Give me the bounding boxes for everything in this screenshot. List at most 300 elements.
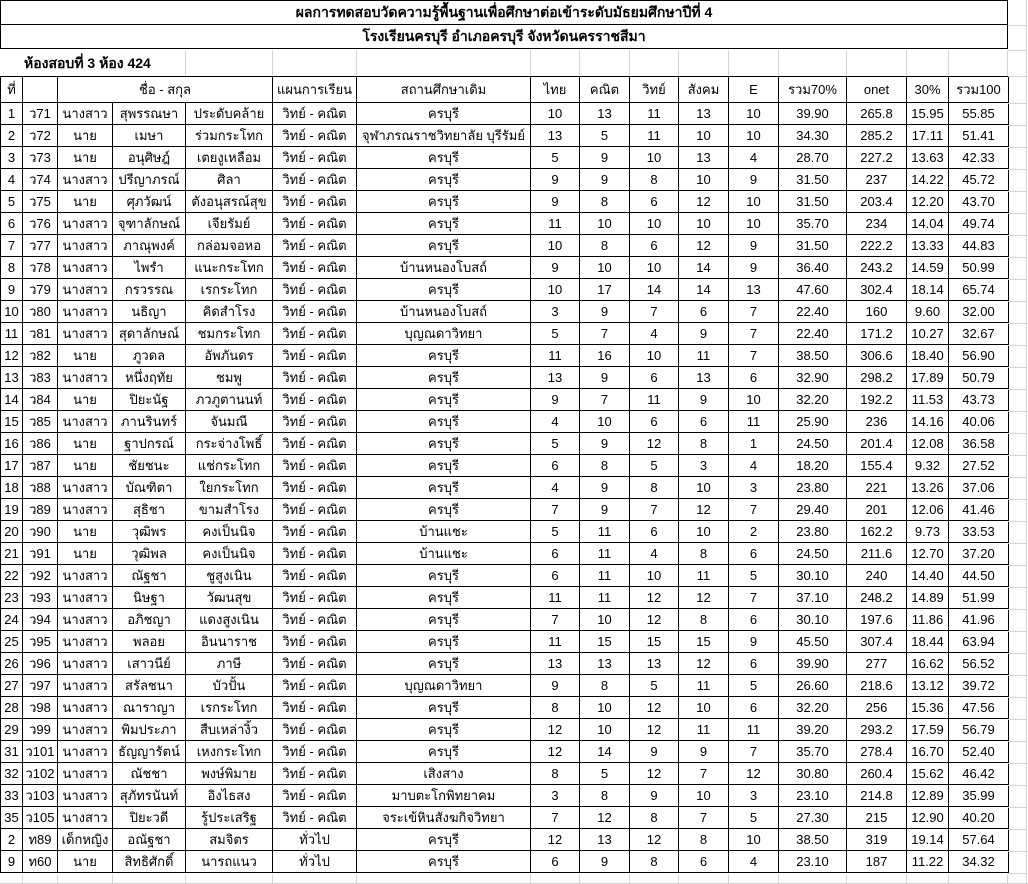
cell-social: 9 [679, 741, 729, 763]
cell-code: ว99 [23, 719, 58, 741]
cell-english: 10 [729, 829, 779, 851]
cell-total100: 46.42 [949, 763, 1009, 785]
cell-total100: 32.00 [949, 301, 1009, 323]
gridline [1008, 521, 1027, 522]
cell-english: 1 [729, 433, 779, 455]
gridline [1008, 367, 1027, 368]
cell-no: 26 [1, 653, 23, 675]
header-cell-30%: 30% [907, 77, 949, 103]
cell-english: 9 [729, 257, 779, 279]
cell-science: 5 [630, 675, 679, 697]
table-row [1, 257, 1009, 279]
gridline [1008, 829, 1027, 830]
cell-last_name: คิดสำโรง [186, 301, 273, 323]
table-row [1, 389, 1009, 411]
cell-math: 9 [580, 301, 630, 323]
cell-pct30: 18.14 [907, 279, 949, 301]
cell-english: 10 [729, 103, 779, 125]
cell-first_name: หนึ่งฤทัย [113, 367, 186, 389]
cell-science: 10 [630, 213, 679, 235]
cell-prefix: นางสาว [58, 609, 113, 631]
cell-last_name: คงเป็นนิจ [186, 521, 273, 543]
cell-total100: 44.83 [949, 235, 1009, 257]
cell-onet: 302.4 [847, 279, 907, 301]
report-title: ผลการทดสอบวัดความรู้พื้นฐานเพื่อศึกษาต่อเข้าระดับมัธยมศึกษาปีที่ 4 [0, 0, 1008, 25]
cell-total100: 52.40 [949, 741, 1009, 763]
gridline [1008, 653, 1027, 654]
cell-math: 9 [580, 147, 630, 169]
cell-first_name: ไพรำ [113, 257, 186, 279]
cell-social: 13 [679, 103, 729, 125]
cell-no: 13 [1, 367, 23, 389]
cell-plan: วิทย์ - คณิต [273, 213, 357, 235]
gridline [728, 874, 729, 883]
cell-english: 7 [729, 323, 779, 345]
cell-code: ว72 [23, 125, 58, 147]
cell-last_name: แดงสูงเนิน [186, 609, 273, 631]
cell-plan: วิทย์ - คณิต [273, 235, 357, 257]
cell-science: 6 [630, 367, 679, 389]
cell-last_name: ชมพู [186, 367, 273, 389]
cell-science: 10 [630, 565, 679, 587]
cell-last_name: นารถแนว [186, 851, 273, 873]
gridline [846, 874, 847, 883]
cell-total70: 37.10 [779, 587, 847, 609]
cell-prefix: นางสาว [58, 763, 113, 785]
cell-onet: 222.2 [847, 235, 907, 257]
cell-no: 11 [1, 323, 23, 345]
cell-science: 11 [630, 389, 679, 411]
cell-previous_school: มาบตะโกพิทยาคม [357, 785, 531, 807]
cell-last_name: เหงกระโทก [186, 741, 273, 763]
gridline [1008, 301, 1027, 302]
cell-total70: 23.10 [779, 851, 847, 873]
cell-onet: 155.4 [847, 455, 907, 477]
table-row [1, 499, 1009, 521]
cell-social: 12 [679, 191, 729, 213]
cell-english: 7 [729, 587, 779, 609]
cell-total70: 38.50 [779, 829, 847, 851]
cell-math: 8 [580, 675, 630, 697]
cell-prefix: นาย [58, 521, 113, 543]
cell-previous_school: บ้านหนองโบสถ์ [357, 301, 531, 323]
cell-social: 11 [679, 345, 729, 367]
cell-prefix: นางสาว [58, 411, 113, 433]
cell-onet: 237 [847, 169, 907, 191]
cell-code: ว85 [23, 411, 58, 433]
cell-total70: 29.40 [779, 499, 847, 521]
cell-thai: 12 [531, 741, 580, 763]
cell-no: 23 [1, 587, 23, 609]
cell-pct30: 11.86 [907, 609, 949, 631]
gridline [1008, 565, 1027, 566]
cell-social: 8 [679, 829, 729, 851]
cell-code: ท60 [23, 851, 58, 873]
cell-social: 10 [679, 785, 729, 807]
cell-prefix: นางสาว [58, 653, 113, 675]
cell-total70: 31.50 [779, 169, 847, 191]
cell-social: 12 [679, 235, 729, 257]
cell-thai: 11 [531, 213, 580, 235]
cell-onet: 211.6 [847, 543, 907, 565]
gridline [112, 874, 113, 883]
cell-english: 10 [729, 389, 779, 411]
cell-prefix: นาย [58, 433, 113, 455]
cell-total100: 43.70 [949, 191, 1009, 213]
cell-onet: 298.2 [847, 367, 907, 389]
gridline [185, 874, 186, 883]
cell-first_name: สุภัทรนันท์ [113, 785, 186, 807]
cell-last_name: เจียรัมย์ [186, 213, 273, 235]
cell-prefix: นางสาว [58, 631, 113, 653]
cell-last_name: ชูสูงเนิน [186, 565, 273, 587]
header-cell-วิทย์: วิทย์ [630, 77, 679, 103]
cell-total70: 23.80 [779, 477, 847, 499]
cell-no: 6 [1, 213, 23, 235]
cell-previous_school: ครบุรี [357, 829, 531, 851]
cell-math: 9 [580, 499, 630, 521]
cell-math: 8 [580, 235, 630, 257]
cell-onet: 260.4 [847, 763, 907, 785]
cell-onet: 192.2 [847, 389, 907, 411]
cell-math: 11 [580, 587, 630, 609]
table-row [1, 477, 1009, 499]
cell-onet: 227.2 [847, 147, 907, 169]
cell-plan: วิทย์ - คณิต [273, 785, 357, 807]
table-row [1, 851, 1009, 873]
cell-english: 11 [729, 411, 779, 433]
cell-prefix: นาย [58, 389, 113, 411]
exam-room-label: ห้องสอบที่ 3 ห้อง 424 [24, 55, 151, 71]
cell-previous_school: ครบุรี [357, 279, 531, 301]
gridline [530, 874, 531, 883]
cell-prefix: นางสาว [58, 169, 113, 191]
cell-total100: 37.06 [949, 477, 1009, 499]
cell-thai: 7 [531, 609, 580, 631]
cell-total70: 35.70 [779, 741, 847, 763]
gridline [629, 874, 630, 883]
cell-total100: 42.33 [949, 147, 1009, 169]
cell-social: 12 [679, 587, 729, 609]
cell-english: 2 [729, 521, 779, 543]
bottom-gridline-strip [0, 873, 1028, 884]
cell-no: 9 [1, 279, 23, 301]
cell-prefix: นางสาว [58, 719, 113, 741]
gridline [1008, 763, 1027, 764]
table-row [1, 301, 1009, 323]
cell-plan: วิทย์ - คณิต [273, 367, 357, 389]
table-row [1, 609, 1009, 631]
cell-previous_school: ครบุรี [357, 741, 531, 763]
cell-total70: 35.70 [779, 213, 847, 235]
cell-onet: 218.6 [847, 675, 907, 697]
cell-social: 11 [679, 675, 729, 697]
cell-last_name: แช่กระโทก [186, 455, 273, 477]
cell-total70: 39.90 [779, 103, 847, 125]
cell-code: ว71 [23, 103, 58, 125]
gridline [906, 874, 907, 883]
cell-first_name: ภาณุพงค์ [113, 235, 186, 257]
cell-no: 27 [1, 675, 23, 697]
cell-social: 15 [679, 631, 729, 653]
gridline [1008, 675, 1027, 676]
header-cell-สังคม: สังคม [679, 77, 729, 103]
cell-thai: 11 [531, 345, 580, 367]
gridline [185, 50, 186, 76]
cell-code: ว82 [23, 345, 58, 367]
cell-english: 10 [729, 213, 779, 235]
cell-science: 10 [630, 257, 679, 279]
cell-previous_school: ครบุรี [357, 191, 531, 213]
gridline [948, 50, 949, 76]
cell-science: 12 [630, 829, 679, 851]
cell-onet: 197.6 [847, 609, 907, 631]
cell-total100: 40.20 [949, 807, 1009, 829]
cell-prefix: นาย [58, 543, 113, 565]
cell-total100: 39.72 [949, 675, 1009, 697]
cell-first_name: สุธิชา [113, 499, 186, 521]
cell-social: 7 [679, 763, 729, 785]
cell-english: 4 [729, 851, 779, 873]
cell-pct30: 17.11 [907, 125, 949, 147]
table-row [1, 763, 1009, 785]
cell-plan: วิทย์ - คณิต [273, 521, 357, 543]
cell-math: 5 [580, 125, 630, 147]
cell-english: 6 [729, 653, 779, 675]
cell-plan: วิทย์ - คณิต [273, 631, 357, 653]
cell-first_name: สิทธิศักดิ์ [113, 851, 186, 873]
gridline [948, 874, 949, 883]
cell-pct30: 10.27 [907, 323, 949, 345]
cell-code: ว95 [23, 631, 58, 653]
cell-last_name: สืบเหล่างิ้ว [186, 719, 273, 741]
cell-previous_school: บ้านแชะ [357, 543, 531, 565]
cell-pct30: 13.12 [907, 675, 949, 697]
cell-last_name: ขามสำโรง [186, 499, 273, 521]
cell-thai: 6 [531, 851, 580, 873]
cell-onet: 234 [847, 213, 907, 235]
cell-social: 10 [679, 169, 729, 191]
table-row [1, 807, 1009, 829]
cell-code: ท89 [23, 829, 58, 851]
cell-code: ว88 [23, 477, 58, 499]
cell-english: 7 [729, 499, 779, 521]
cell-pct30: 14.16 [907, 411, 949, 433]
table-row [1, 697, 1009, 719]
cell-no: 12 [1, 345, 23, 367]
header-cell-คณิต: คณิต [580, 77, 630, 103]
cell-onet: 278.4 [847, 741, 907, 763]
cell-total100: 27.52 [949, 455, 1009, 477]
cell-no: 35 [1, 807, 23, 829]
cell-no: 17 [1, 455, 23, 477]
cell-no: 15 [1, 411, 23, 433]
cell-total100: 41.96 [949, 609, 1009, 631]
cell-pct30: 16.62 [907, 653, 949, 675]
cell-no: 32 [1, 763, 23, 785]
cell-previous_school: ครบุรี [357, 411, 531, 433]
cell-pct30: 14.04 [907, 213, 949, 235]
cell-first_name: อณัฐชา [113, 829, 186, 851]
cell-last_name: อิงไธสง [186, 785, 273, 807]
cell-plan: วิทย์ - คณิต [273, 697, 357, 719]
cell-english: 13 [729, 279, 779, 301]
cell-english: 5 [729, 565, 779, 587]
cell-plan: วิทย์ - คณิต [273, 499, 357, 521]
cell-code: ว97 [23, 675, 58, 697]
cell-thai: 9 [531, 169, 580, 191]
cell-social: 11 [679, 565, 729, 587]
cell-first_name: ปิยะวดี [113, 807, 186, 829]
cell-science: 10 [630, 147, 679, 169]
cell-no: 25 [1, 631, 23, 653]
cell-previous_school: ครบุรี [357, 587, 531, 609]
gridline [1008, 235, 1027, 236]
cell-first_name: อภิชญา [113, 609, 186, 631]
cell-social: 9 [679, 389, 729, 411]
cell-english: 10 [729, 125, 779, 147]
cell-no: 29 [1, 719, 23, 741]
cell-total100: 40.06 [949, 411, 1009, 433]
cell-science: 12 [630, 697, 679, 719]
cell-previous_school: บ้านแชะ [357, 521, 531, 543]
cell-previous_school: ครบุรี [357, 103, 531, 125]
cell-last_name: กระจ่างโพธิ์ [186, 433, 273, 455]
cell-pct30: 15.36 [907, 697, 949, 719]
cell-prefix: นาย [58, 125, 113, 147]
cell-thai: 7 [531, 499, 580, 521]
cell-total100: 44.50 [949, 565, 1009, 587]
cell-math: 10 [580, 697, 630, 719]
cell-pct30: 12.90 [907, 807, 949, 829]
table-row [1, 125, 1009, 147]
table-row [1, 521, 1009, 543]
cell-pct30: 12.06 [907, 499, 949, 521]
cell-total70: 45.50 [779, 631, 847, 653]
gridline [1008, 25, 1027, 26]
cell-prefix: นางสาว [58, 103, 113, 125]
cell-total100: 34.32 [949, 851, 1009, 873]
table-body [1, 103, 1009, 873]
cell-first_name: วุฒิพล [113, 543, 186, 565]
cell-pct30: 12.08 [907, 433, 949, 455]
cell-first_name: ภานรินทร์ [113, 411, 186, 433]
cell-total100: 32.67 [949, 323, 1009, 345]
cell-no: 1 [1, 103, 23, 125]
gridline [1008, 697, 1027, 698]
cell-first_name: จุฑาลักษณ์ [113, 213, 186, 235]
cell-prefix: นางสาว [58, 235, 113, 257]
cell-science: 13 [630, 653, 679, 675]
gridline [57, 874, 58, 883]
cell-total70: 26.60 [779, 675, 847, 697]
cell-math: 7 [580, 323, 630, 345]
cell-code: ว77 [23, 235, 58, 257]
cell-last_name: ใยกระโทก [186, 477, 273, 499]
cell-first_name: สรัลชนา [113, 675, 186, 697]
cell-math: 10 [580, 411, 630, 433]
cell-pct30: 17.59 [907, 719, 949, 741]
cell-total100: 45.72 [949, 169, 1009, 191]
gridline [846, 50, 847, 76]
cell-last_name: สมจิตร [186, 829, 273, 851]
cell-total100: 36.58 [949, 433, 1009, 455]
cell-math: 11 [580, 565, 630, 587]
header-cell-ที่: ที่ [1, 77, 23, 103]
cell-no: 28 [1, 697, 23, 719]
cell-math: 9 [580, 169, 630, 191]
cell-last_name: เตยงูเหลือม [186, 147, 273, 169]
cell-last_name: กล่อมจอหอ [186, 235, 273, 257]
cell-thai: 10 [531, 279, 580, 301]
gridline [1008, 411, 1027, 412]
cell-last_name: วัฒนสุข [186, 587, 273, 609]
cell-science: 12 [630, 719, 679, 741]
cell-prefix: นางสาว [58, 323, 113, 345]
cell-plan: วิทย์ - คณิต [273, 257, 357, 279]
cell-onet: 265.8 [847, 103, 907, 125]
cell-onet: 214.8 [847, 785, 907, 807]
right-gridline-gutter [1008, 0, 1028, 884]
cell-last_name: อินนาราช [186, 631, 273, 653]
gridline [1008, 543, 1027, 544]
cell-total100: 56.79 [949, 719, 1009, 741]
table-row [1, 103, 1009, 125]
cell-science: 7 [630, 499, 679, 521]
gridline [1008, 76, 1027, 77]
cell-pct30: 12.89 [907, 785, 949, 807]
cell-thai: 5 [531, 323, 580, 345]
cell-thai: 13 [531, 125, 580, 147]
cell-previous_school: จระเข้หินสังฆกิจวิทยา [357, 807, 531, 829]
cell-math: 10 [580, 719, 630, 741]
cell-no: 3 [1, 147, 23, 169]
cell-no: 8 [1, 257, 23, 279]
cell-social: 10 [679, 477, 729, 499]
cell-total70: 31.50 [779, 191, 847, 213]
cell-thai: 12 [531, 829, 580, 851]
cell-prefix: นางสาว [58, 587, 113, 609]
cell-prefix: นางสาว [58, 257, 113, 279]
cell-total70: 27.30 [779, 807, 847, 829]
cell-last_name: ศิลา [186, 169, 273, 191]
table-row [1, 323, 1009, 345]
cell-total70: 32.20 [779, 389, 847, 411]
cell-thai: 9 [531, 389, 580, 411]
cell-social: 8 [679, 609, 729, 631]
cell-thai: 6 [531, 455, 580, 477]
gridline [1008, 323, 1027, 324]
cell-previous_school: ครบุรี [357, 389, 531, 411]
cell-total70: 23.10 [779, 785, 847, 807]
cell-science: 5 [630, 455, 679, 477]
cell-thai: 5 [531, 521, 580, 543]
results-table [0, 76, 1009, 873]
cell-math: 15 [580, 631, 630, 653]
cell-onet: 307.4 [847, 631, 907, 653]
cell-science: 6 [630, 411, 679, 433]
cell-thai: 5 [531, 433, 580, 455]
cell-english: 9 [729, 169, 779, 191]
cell-previous_school: จุฬาภรณราชวิทยาลัย บุรีรัมย์ [357, 125, 531, 147]
cell-no: 7 [1, 235, 23, 257]
cell-prefix: นาย [58, 345, 113, 367]
cell-previous_school: ครบุรี [357, 477, 531, 499]
cell-math: 9 [580, 477, 630, 499]
cell-no: 16 [1, 433, 23, 455]
cell-total100: 50.99 [949, 257, 1009, 279]
cell-math: 8 [580, 455, 630, 477]
